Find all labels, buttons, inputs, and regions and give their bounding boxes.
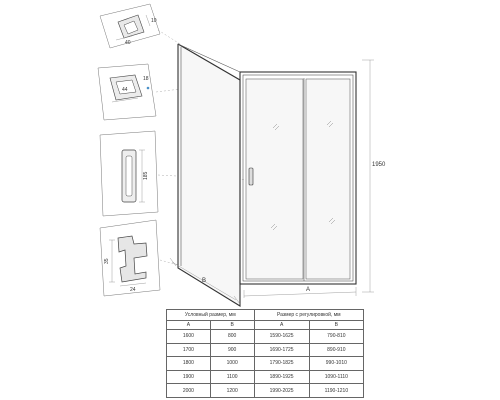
cell-b-range: 1190-1210 (309, 384, 363, 398)
detail3-height-label: 185 (143, 171, 149, 180)
sub-b-adjust: B (309, 321, 363, 330)
cell-a: 1700 (167, 343, 211, 357)
door-handle (249, 168, 253, 185)
sub-a-nominal: A (167, 321, 211, 330)
cell-b: 900 (210, 343, 254, 357)
detail2-height-label: 18 (143, 76, 149, 82)
width-a-label: A (306, 287, 311, 293)
cell-b-range: 1090-1110 (309, 370, 363, 384)
cell-a: 1600 (167, 330, 211, 344)
height-dimension-label: 1950 (372, 162, 386, 168)
detail4-height-label: 35 (104, 258, 110, 264)
table-row (167, 357, 364, 371)
cell-a-range: 1990-2025 (254, 384, 309, 398)
cell-b: 1200 (210, 384, 254, 398)
cell-b: 1100 (210, 370, 254, 384)
cell-a: 2000 (167, 384, 211, 398)
detail2-width-label: 44 (122, 87, 128, 93)
sub-b-nominal: B (210, 321, 254, 330)
shower-enclosure (178, 44, 356, 306)
detail-top-profile (100, 4, 160, 48)
cell-b: 1000 (210, 357, 254, 371)
fixed-panel (306, 79, 350, 279)
side-glass-panel (178, 44, 240, 306)
cell-b-range: 890-910 (309, 343, 363, 357)
table-row (167, 330, 364, 344)
table-subheader-row (167, 321, 364, 330)
sub-a-adjust: A (254, 321, 309, 330)
cell-a: 1800 (167, 357, 211, 371)
header-adjust: Размер с регулировкой, мм (254, 310, 363, 321)
header-nominal: Условный размер, мм (167, 310, 255, 321)
detail-bottom-profile (100, 220, 160, 296)
table-row (167, 343, 364, 357)
detail1-width-label: 40 (125, 40, 131, 46)
cell-a-range: 1690-1725 (254, 343, 309, 357)
detail1-depth-label: 10 (151, 18, 157, 24)
table-row (167, 370, 364, 384)
detail-handle (100, 131, 158, 216)
cell-a-range: 1890-1925 (254, 370, 309, 384)
depth-b-label: B (202, 278, 207, 284)
cell-b-range: 790-810 (309, 330, 363, 344)
cell-a-range: 1590-1625 (254, 330, 309, 344)
cell-a-range: 1790-1825 (254, 357, 309, 371)
detail-corner-profile (98, 64, 156, 120)
cell-b-range: 990-1010 (309, 357, 363, 371)
size-table (166, 309, 364, 398)
detail4-width-label: 24 (130, 287, 136, 293)
table-row (167, 384, 364, 398)
cell-b: 800 (210, 330, 254, 344)
cell-a: 1900 (167, 370, 211, 384)
sliding-door-panel (246, 79, 303, 279)
table-header-row (167, 310, 364, 321)
